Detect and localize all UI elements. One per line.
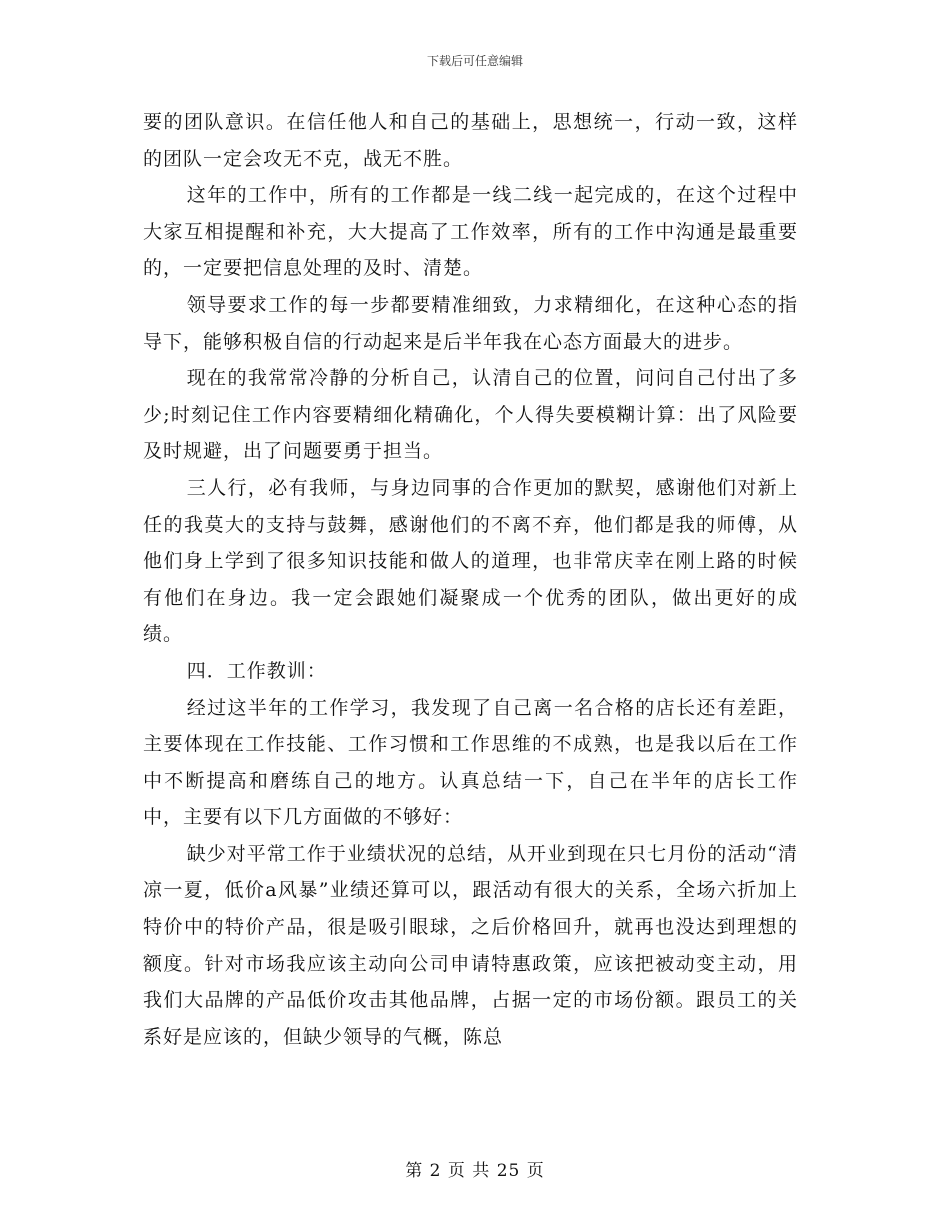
paragraph-mindset: 领导要求工作的每一步都要精准细致，力求精细化，在这种心态的指导下，能够积极自信的行动起来是后半年我在心态方面最大的进步。 bbox=[143, 293, 798, 353]
paragraph-shortcomings: 经过这半年的工作学习，我发现了自己离一名合格的店长还有差距，主要体现在工作技能、工作习惯和工作思维的不成熟，也是我以后在工作中不断提高和磨练自己的地方。认真总结一下，自己在半年的店长工作中，主要有以下几方面做的不够好： bbox=[143, 696, 798, 829]
paragraph-continuation: 要的团队意识。在信任他人和自己的基础上，思想统一，行动一致，这样的团队一定会攻无不克，战无不胜。 bbox=[143, 111, 798, 170]
paragraph-teamwork: 三人行，必有我师，与身边同事的合作更加的默契，感谢他们对新上任的我莫大的支持与鼓舞，感谢他们的不离不弃，他们都是我的师傅，从他们身上学到了很多知识技能和做人的道理，也非常庆幸在刚上路的时候有他们在身边。我一定会跟她们凝聚成一个优秀的团队，做出更好的成绩。 bbox=[143, 476, 798, 646]
paragraph-self-analysis: 现在的我常常冷静的分析自己，认清自己的位置，问问自己付出了多少;时刻记住工作内容要精细化精确化，个人得失要模糊计算：出了风险要及时规避，出了问题要勇于担当。 bbox=[143, 367, 798, 463]
page-number: 第 2 页 共 25 页 bbox=[405, 1161, 545, 1181]
document-body bbox=[143, 104, 798, 1055]
paragraph-communication: 这年的工作中，所有的工作都是一线二线一起完成的，在这个过程中大家互相提醒和补充，大大提高了工作效率，所有的工作中沟通是最重要的，一定要把信息处理的及时、清楚。 bbox=[143, 184, 798, 280]
section-heading-lessons: 四．工作教训： bbox=[186, 659, 327, 682]
page-header: 下载后可任意编辑 bbox=[426, 54, 523, 68]
paragraph-performance-summary: 缺少对平常工作于业绩状况的总结，从开业到现在只七月份的活动“清凉一夏，低价a风暴”业绩还算可以，跟活动有很大的关系，全场六折加上特价中的特价产品，很是吸引眼球，之后价格回升，就再也没达到理想的额度。针对市场我应该主动向公司申请特惠政策，应该把被动变主动，用我们大品牌的产品低价攻击其他品牌，占据一定的市场份额。跟员工的关系好是应该的，但缺少领导的气概，陈总 bbox=[143, 842, 798, 1048]
